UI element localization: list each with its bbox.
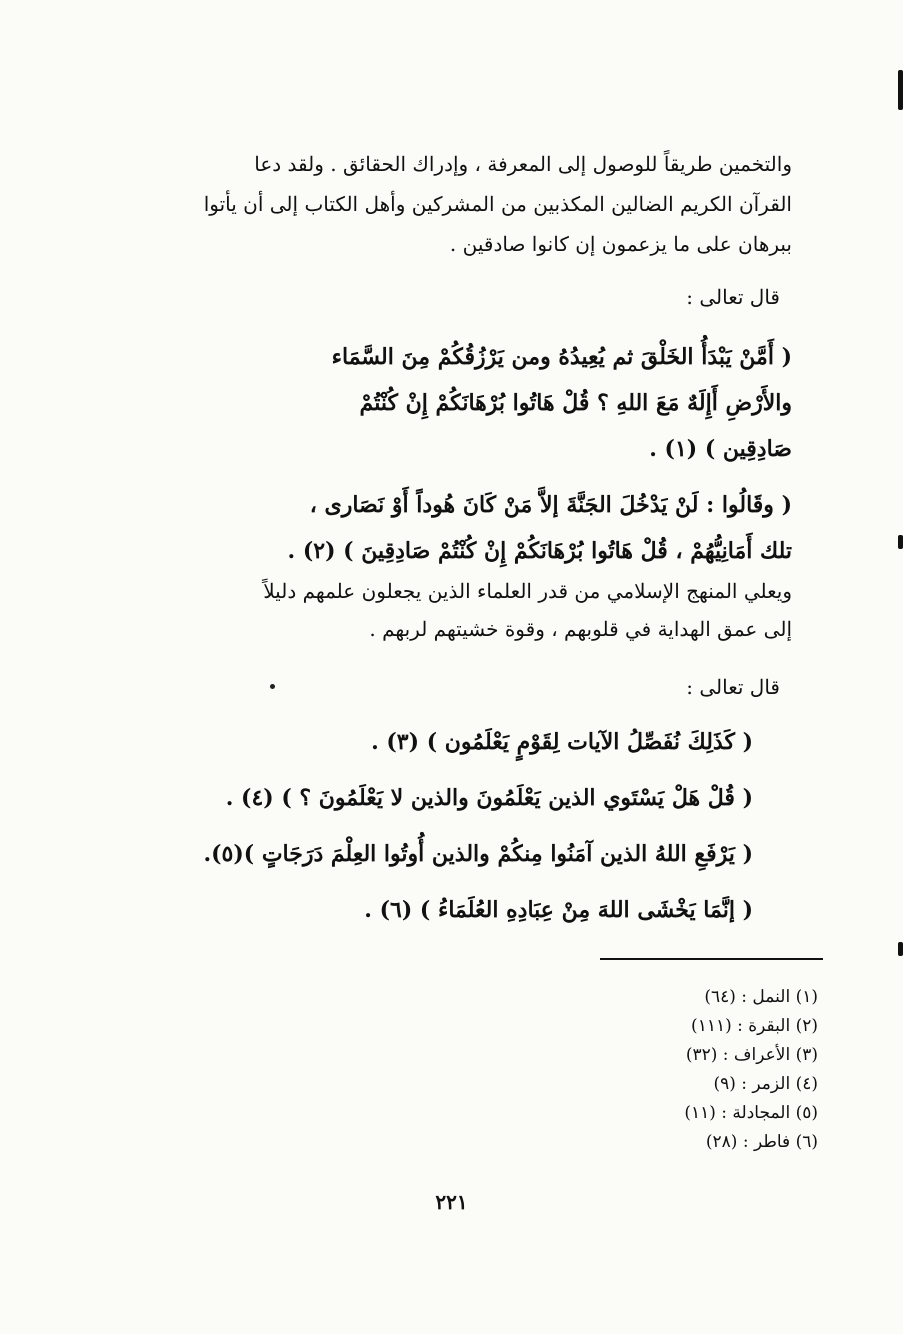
verse-item: ( إنَّمَا يَخْشَى اللهَ مِنْ عِبَادِهِ العُلَمَاءُ ) (٦) . (364, 897, 753, 923)
verse-item: ( يَرْفَعِ اللهُ الذين آمَنُوا مِنكُمْ والذين أُوتُوا العِلْمَ دَرَجَاتٍ )(٥). (203, 841, 753, 867)
text-line: ببرهان على ما يزعمون إن كانوا صادقين . (449, 232, 792, 256)
verse-line: صَادِقِين ) (١) . (649, 436, 792, 462)
text-line: والتخمين طريقاً للوصول إلى المعرفة ، وإدراك الحقائق . ولقد دعا (254, 152, 792, 176)
intro-paragraph (96, 144, 792, 264)
footnote: (١) النمل : (٦٤) (704, 987, 818, 1007)
footnotes (684, 983, 818, 1157)
qal-heading: قال تعالى : (686, 285, 780, 309)
verses-list (203, 714, 753, 938)
verse-line: والأَرْضِ أَإِلَهٌ مَعَ اللهِ ؟ قُلْ هَاتُوا بُرْهَانَكُمْ إِنْ كُنْتُمْ (359, 390, 792, 416)
page-edge-mark (898, 70, 903, 110)
verse-item: ( كَذَلِكَ نُفَصِّلُ الآيات لِقَوْمٍ يَعْلَمُون ) (٣) . (371, 729, 753, 755)
page-edge-mark (898, 535, 903, 549)
footnote: (٥) المجادلة : (١١) (684, 1103, 818, 1123)
footnote: (٦) فاطر : (٢٨) (705, 1132, 818, 1152)
footnote: (٤) الزمر : (٩) (713, 1074, 818, 1094)
footnote: (٢) البقرة : (١١١) (691, 1016, 818, 1036)
quran-verse-1 (96, 334, 792, 472)
scholars-paragraph (86, 572, 792, 648)
page-number: ٢٢١ (435, 1190, 468, 1214)
footnote: (٣) الأعراف : (٣٢) (685, 1045, 818, 1065)
print-speck (270, 684, 275, 689)
verse-item: ( قُلْ هَلْ يَسْتَوي الذين يَعْلَمُونَ والذين لا يَعْلَمُونَ ؟ ) (٤) . (225, 785, 753, 811)
verse-line: تلك أَمَانِيُّهُمْ ، قُلْ هَاتُوا بُرْهَانَكُمْ إِنْ كُنْتُمْ صَادِقِينَ ) (٢) . (287, 538, 792, 564)
footnote-separator (600, 958, 823, 960)
qal-heading: قال تعالى : (686, 675, 780, 699)
text-line: ويعلي المنهج الإسلامي من قدر العلماء الذين يجعلون علمهم دليلاً (263, 579, 792, 603)
verse-line: ( وقَالُوا : لَنْ يَدْخُلَ الجَنَّةَ إلاَّ مَنْ كَانَ هُوداً أَوْ نَصَارى ، (309, 492, 792, 518)
verse-line: ( أَمَّنْ يَبْدَأُ الخَلْقَ ثم يُعِيدُهُ ومن يَرْزُقُكُمْ مِنَ السَّمَاء (331, 344, 792, 370)
text-line: إلى عمق الهداية في قلوبهم ، وقوة خشيتهم لربهم . (369, 617, 792, 641)
quran-verse-2 (96, 482, 792, 574)
text-line: القرآن الكريم الضالين المكذبين من المشركين وأهل الكتاب إلى أن يأتوا (203, 192, 792, 216)
page-edge-mark (898, 942, 903, 956)
